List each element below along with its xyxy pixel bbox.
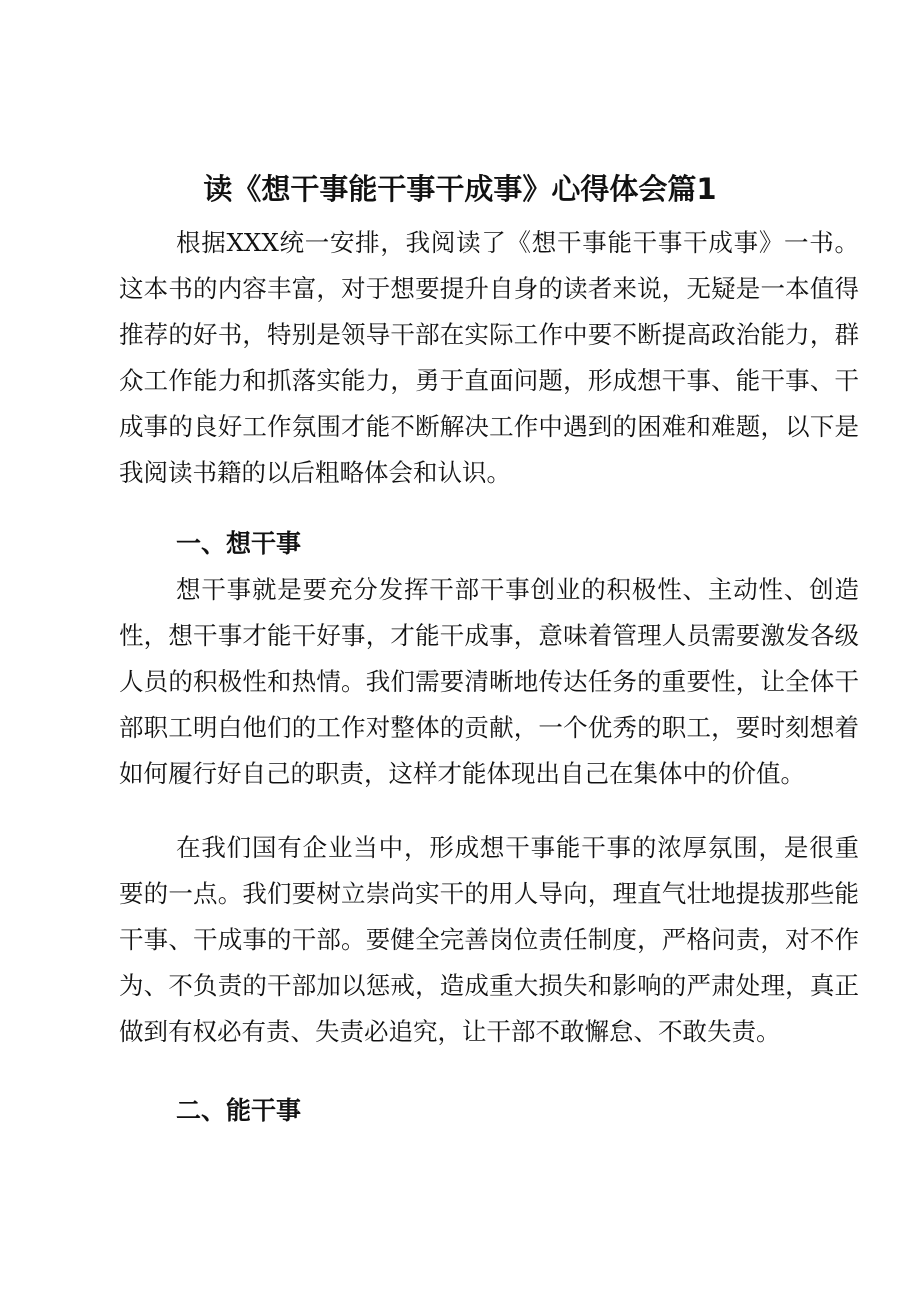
section-1-paragraph-2: 在我们国有企业当中，形成想干事能干事的浓厚氛围，是很重要的一点。我们要树立崇尚实干的用人导向，理直气壮地提拔那些能干事、干成事的干部。要健全完善岗位责任制度，严格问责，对不作为、不负责的干部加以惩戒，造成重大损失和影响的严肃处理，真正做到有权必有责、失责必追究，让干部不敢懈怠、不敢失责。 bbox=[119, 833, 859, 1046]
section-1-paragraph-1: 想干事就是要充分发挥干部干事创业的积极性、主动性、创造性，想干事才能干好事，才能干成事，意味着管理人员需要激发各级人员的积极性和热情。我们需要清晰地传达任务的重要性，让全体干部职工明白他们的工作对整体的贡献，一个优秀的职工，要时刻想着如何履行好自己的职责，这样才能体现出自己在集体中的价值。 bbox=[119, 575, 859, 788]
section-heading-2: 二、能干事 bbox=[176, 1096, 302, 1125]
document-title: 读《想干事能干事干成事》心得体会篇1 bbox=[203, 172, 717, 206]
intro-paragraph: 根据XXX统一安排，我阅读了《想干事能干事干成事》一书。这本书的内容丰富，对于想要提升自身的读者来说，无疑是一本值得推荐的好书，特别是领导干部在实际工作中要不断提高政治能力，群众工作能力和抓落实能力，勇于直面问题，形成想干事、能干事、干成事的良好工作氛围才能不断解决工作中遇到的困难和难题，以下是我阅读书籍的以后粗略体会和认识。 bbox=[119, 228, 859, 487]
section-heading-1: 一、想干事 bbox=[176, 529, 302, 558]
